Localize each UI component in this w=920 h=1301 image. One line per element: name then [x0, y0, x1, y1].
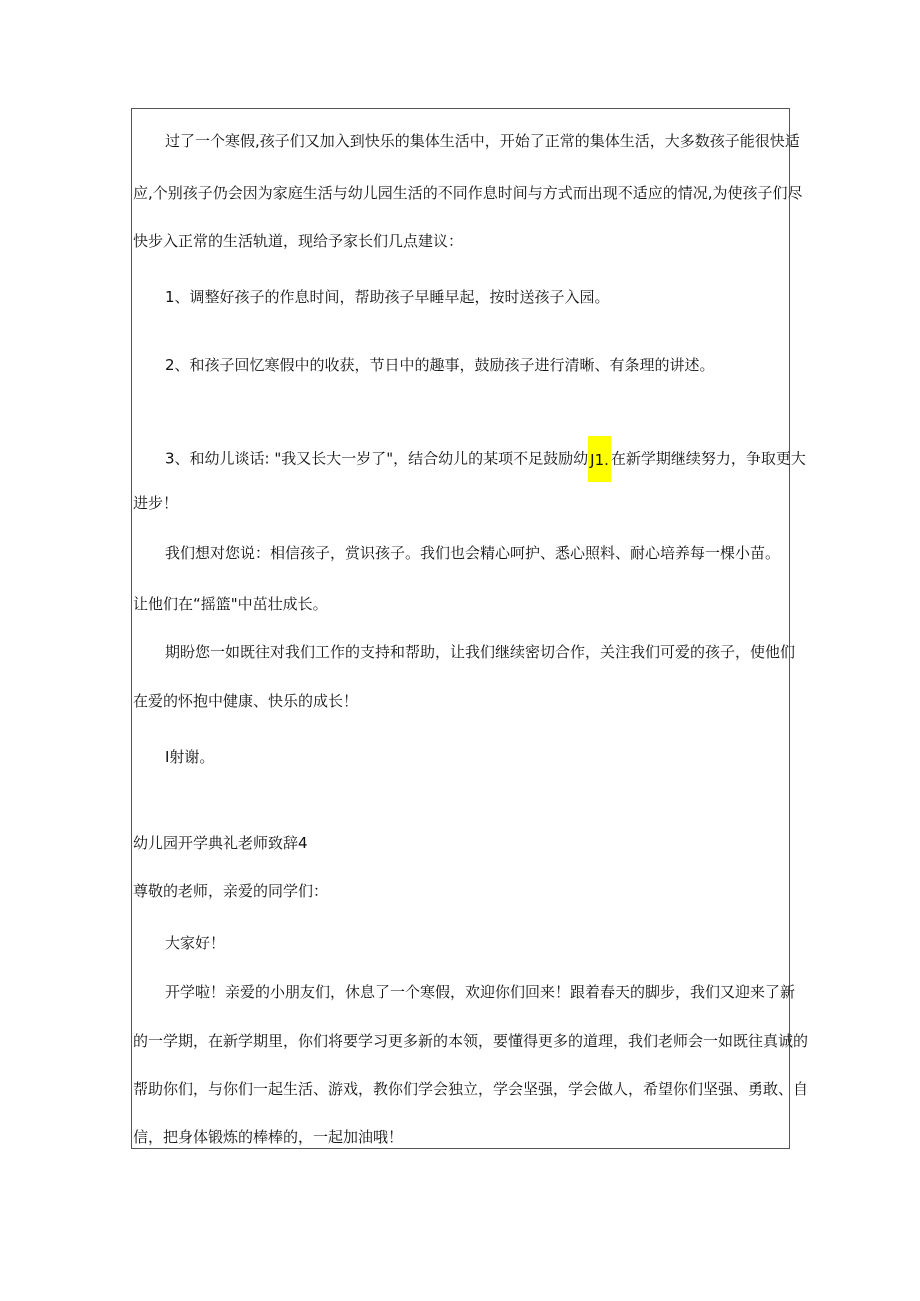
paragraph-line: 进步！: [133, 494, 179, 512]
paragraph-line: 信，把身体锻炼的棒棒的，一起加油哦！: [133, 1128, 404, 1146]
paragraph-line: 在爱的怀抱中健康、快乐的成长！: [133, 692, 359, 710]
suggestion-3: [165, 436, 806, 482]
highlighted-text: J1.: [588, 436, 611, 482]
paragraph-line: 开学啦！亲爱的小朋友们，休息了一个寒假，欢迎你们回来！跟着春天的脚步，我们又迎来了新: [165, 983, 796, 1001]
suggestion-3-text-cont: 在新学期继续努力，争取更大: [610, 449, 806, 468]
paragraph-line: 帮助你们，与你们一起生活、游戏，教你们学会独立，学会坚强，学会做人，希望你们坚强、勇敢、自: [133, 1080, 809, 1098]
paragraph-line: 让他们在“摇篮"中茁壮成长。: [133, 595, 328, 613]
paragraph-line: 期盼您一如既往对我们工作的支持和帮助，让我们继续密切合作，关注我们可爱的孩子，使他们: [165, 643, 796, 661]
paragraph-line: 应,个别孩子仍会因为家庭生活与幼儿园生活的不同作息时间与方式而出现不适应的情况,为使孩子们尽: [133, 184, 803, 202]
salutation: 尊敬的老师，亲爱的同学们：: [133, 882, 329, 900]
paragraph-line: 过了一个寒假,孩子们又加入到快乐的集体生活中，开始了正常的集体生活，大多数孩子能很快适: [165, 132, 800, 150]
suggestion-2: 2、和孩子回忆寒假中的收获，节日中的趣事，鼓励孩子进行清晰、有条理的讲述。: [165, 356, 715, 374]
paragraph-line: 的一学期，在新学期里，你们将要学习更多新的本领，要懂得更多的道理，我们老师会一如既往真诚的: [133, 1032, 809, 1050]
thanks-line: I射谢。: [165, 748, 215, 766]
suggestion-3-text: 3、和幼儿谈话: "我又长大一岁了"，结合幼儿的某项不足鼓励幼: [165, 449, 589, 468]
paragraph-line: 快步入正常的生活轨道，现给予家长们几点建议：: [133, 232, 464, 250]
greeting: 大家好！: [165, 934, 226, 952]
section-title: 幼儿园开学典礼老师致辞4: [133, 834, 308, 852]
suggestion-1: 1、调整好孩子的作息时间，帮助孩子早睡早起，按时送孩子入园。: [165, 288, 610, 306]
paragraph-line: 我们想对您说：相信孩子，赏识孩子。我们也会精心呵护、悉心照料、耐心培养每一棵小苗。: [165, 544, 781, 562]
